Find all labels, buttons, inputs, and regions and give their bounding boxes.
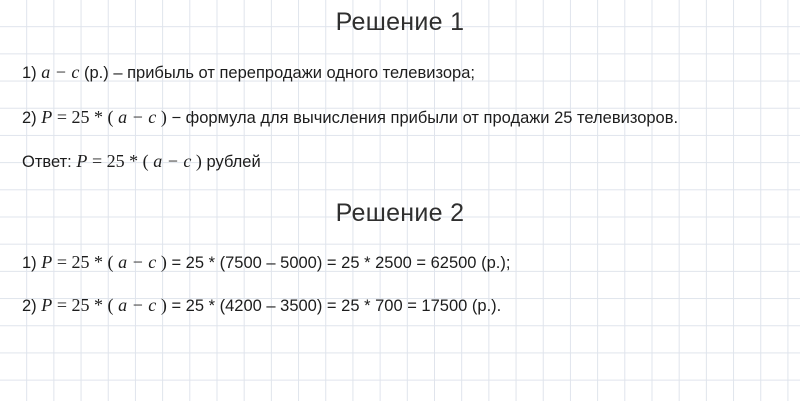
- solution2-step-2: [22, 296, 778, 315]
- math-variable-p: P: [76, 151, 88, 171]
- section-1-heading: Решение 1: [335, 8, 465, 36]
- step-1-text: (р.) – прибыль от перепродажи одного телевизора;: [84, 64, 475, 82]
- math-close-paren: ): [160, 106, 167, 127]
- math-equals-25-times: = 25 * (: [91, 151, 149, 171]
- document-content: [0, 8, 800, 315]
- section-2-heading: Решение 2: [335, 198, 465, 227]
- section-2-body: [22, 253, 778, 315]
- solution1-answer: [22, 152, 778, 171]
- math-expression-a-minus-c: a − c: [153, 151, 192, 171]
- math-close-paren: ): [195, 151, 202, 171]
- answer-label: Ответ:: [22, 153, 72, 171]
- math-variable-p: P: [41, 106, 53, 127]
- math-equals-25-times: = 25 * (: [56, 106, 114, 127]
- math-equals-25-times: = 25 * (: [56, 251, 114, 272]
- answer-unit-text: рублей: [206, 153, 261, 171]
- math-expression-a-minus-c: a − c: [118, 251, 157, 272]
- math-variable-p: P: [41, 251, 53, 272]
- step-number: 2): [22, 108, 37, 127]
- solution2-step-1-computation: = 25 * (7500 – 5000) = 25 * 2500 = 62500 (р.);: [171, 253, 511, 272]
- math-close-paren: ): [160, 295, 167, 315]
- solution1-step-2: [22, 108, 778, 127]
- step-number: 1): [22, 253, 37, 272]
- step-2-text: − формула для вычисления прибыли от продажи 25 телевизоров.: [171, 108, 679, 127]
- math-expression-a-minus-c: a − c: [118, 106, 157, 127]
- math-expression-a-minus-c: a − c: [41, 62, 80, 82]
- step-number: 1): [22, 64, 37, 82]
- solution2-step-2-computation: = 25 * (4200 – 3500) = 25 * 700 = 17500 (р.).: [171, 297, 502, 315]
- step-number: 2): [22, 297, 37, 315]
- math-equals-25-times: = 25 * (: [56, 295, 114, 315]
- math-expression-a-minus-c: a − c: [118, 295, 157, 315]
- solution2-step-1: [22, 253, 778, 272]
- math-variable-p: P: [41, 295, 53, 315]
- solution1-step-1: [22, 63, 778, 82]
- section-1-body: [22, 63, 778, 171]
- math-close-paren: ): [160, 251, 167, 272]
